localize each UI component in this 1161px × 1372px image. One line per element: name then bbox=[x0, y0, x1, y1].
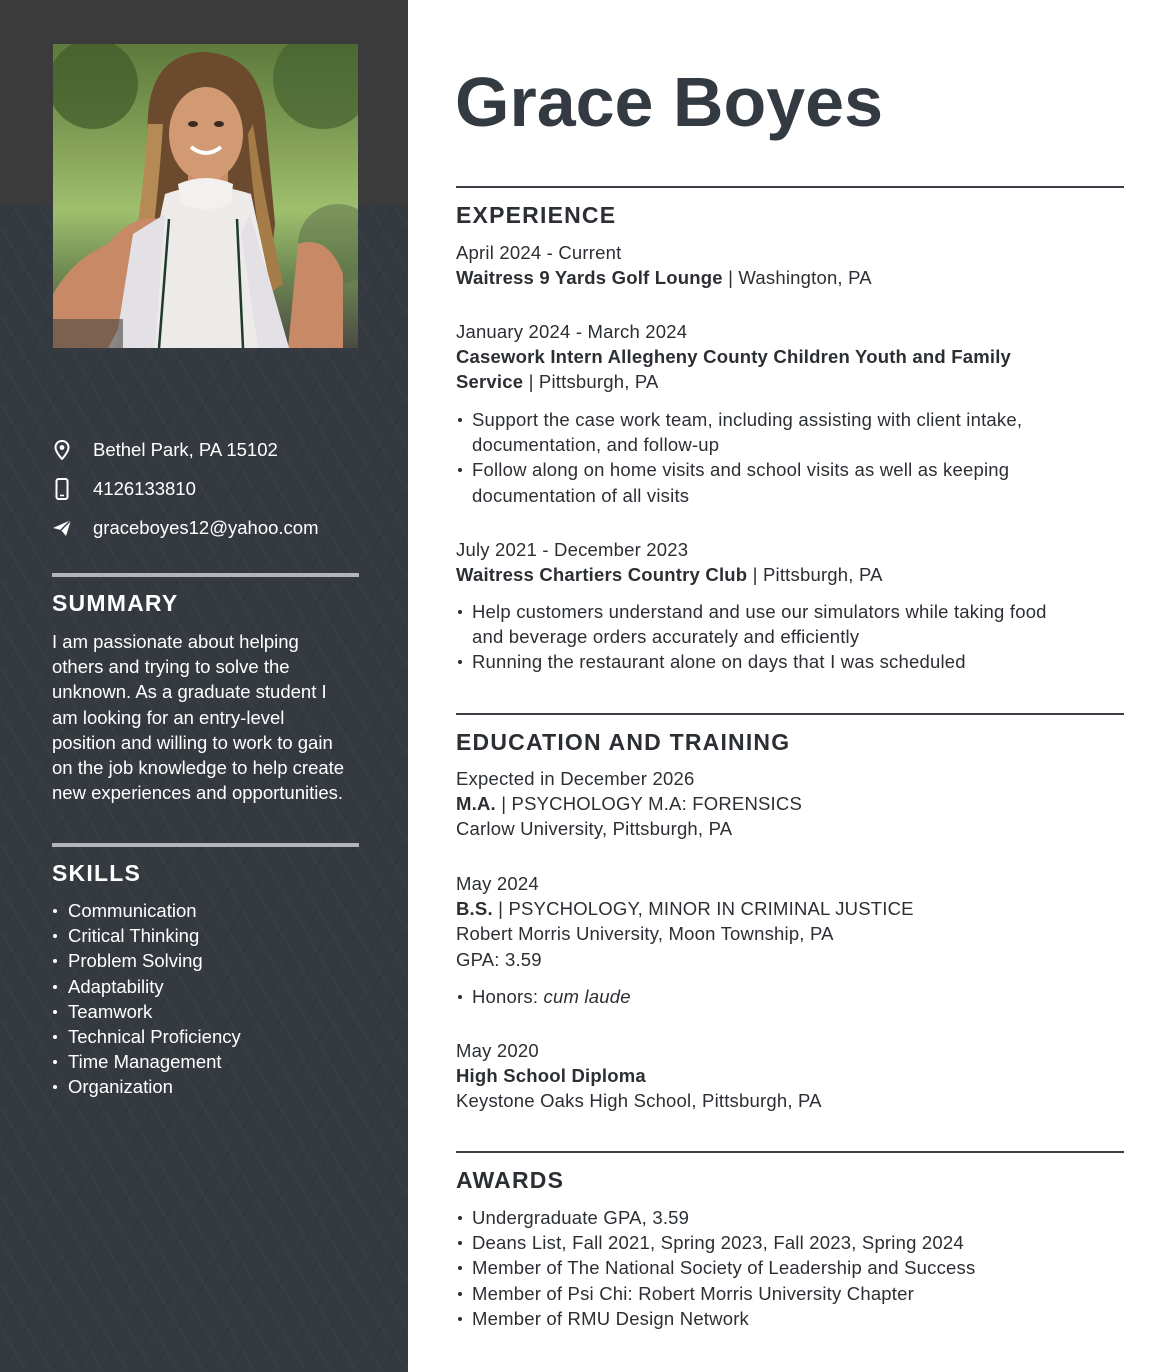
map-pin-icon bbox=[52, 439, 72, 461]
job-title: Waitress Chartiers Country Club bbox=[456, 564, 748, 586]
summary-text bbox=[52, 629, 364, 805]
contact-email bbox=[52, 508, 372, 547]
bullet-line: Support the case work team, including assisting with client intake, bbox=[472, 409, 1023, 430]
award-item: Deans List, Fall 2021, Spring 2023, Fall 2023, Spring 2024 bbox=[456, 1230, 1106, 1255]
education-degree-line bbox=[456, 896, 1116, 921]
education-entry bbox=[456, 871, 1116, 972]
award-item: Member of RMU Design Network bbox=[456, 1306, 1106, 1331]
job-dates: April 2024 - Current bbox=[456, 242, 622, 263]
education-date: May 2020 bbox=[456, 1040, 539, 1061]
summary-line: new experiences and opportunities. bbox=[52, 782, 344, 804]
degree: M.A. bbox=[456, 793, 496, 815]
phone-text: 4126133810 bbox=[93, 477, 196, 499]
summary-line: on the job knowledge to help create bbox=[52, 757, 345, 779]
bullet-line: documentation, and follow-up bbox=[472, 434, 720, 456]
job-title-line bbox=[456, 562, 1116, 587]
experience-heading: EXPERIENCE bbox=[456, 202, 617, 228]
skills-list bbox=[52, 898, 241, 1100]
job-title-line bbox=[456, 369, 1116, 394]
award-item: Member of Psi Chi: Robert Morris University Chapter bbox=[456, 1281, 1106, 1306]
job-location: | Washington, PA bbox=[722, 267, 872, 289]
summary-line: position and willing to work to gain bbox=[52, 731, 333, 753]
skill-item: Communication bbox=[52, 898, 241, 923]
summary-divider bbox=[52, 573, 359, 577]
awards-heading: AWARDS bbox=[456, 1167, 565, 1193]
job-bullets bbox=[456, 407, 1106, 508]
summary-line: others and trying to solve the bbox=[52, 656, 290, 678]
phone-icon bbox=[52, 478, 72, 500]
degree: High School Diploma bbox=[456, 1065, 646, 1087]
job-title: Service bbox=[456, 371, 524, 393]
summary-line: am looking for an entry-level bbox=[52, 706, 285, 728]
honors-list bbox=[456, 984, 1106, 1009]
job-entry bbox=[456, 537, 1116, 587]
school: Keystone Oaks High School, Pittsburgh, PA bbox=[456, 1090, 822, 1112]
job-bullet bbox=[456, 407, 1106, 457]
honors-item bbox=[456, 984, 1106, 1009]
honors-label: Honors: bbox=[472, 986, 544, 1007]
skill-item: Critical Thinking bbox=[52, 923, 241, 948]
paper-plane-icon bbox=[52, 517, 72, 539]
sidebar bbox=[0, 0, 408, 1372]
job-title-line bbox=[456, 344, 1116, 369]
education-divider bbox=[456, 713, 1124, 715]
skills-divider bbox=[52, 843, 359, 847]
profile-photo bbox=[53, 44, 358, 348]
education-degree-line bbox=[456, 1063, 1116, 1088]
contact-phone bbox=[52, 469, 372, 508]
job-bullet bbox=[456, 457, 1106, 507]
bullet-line: and beverage orders accurately and efficiently bbox=[472, 626, 860, 648]
contact-address bbox=[52, 430, 372, 469]
summary-heading: SUMMARY bbox=[52, 590, 179, 616]
education-entry bbox=[456, 766, 1116, 842]
bullet-line: Help customers understand and use our simulators while taking food bbox=[472, 601, 1047, 622]
degree-field: | PSYCHOLOGY M.A: FORENSICS bbox=[495, 793, 802, 815]
job-bullet bbox=[456, 599, 1106, 649]
contact-info bbox=[52, 430, 372, 547]
education-date: May 2024 bbox=[456, 873, 539, 894]
job-location: | Pittsburgh, PA bbox=[747, 564, 883, 586]
job-location: | Pittsburgh, PA bbox=[523, 371, 659, 393]
job-entry bbox=[456, 240, 1116, 290]
skill-item: Organization bbox=[52, 1074, 241, 1099]
awards-divider bbox=[456, 1151, 1124, 1153]
award-item: Undergraduate GPA, 3.59 bbox=[456, 1205, 1106, 1230]
awards-list bbox=[456, 1205, 1106, 1331]
bullet-line: Running the restaurant alone on days that I was scheduled bbox=[472, 651, 966, 673]
job-dates: January 2024 - March 2024 bbox=[456, 321, 688, 342]
job-title: Waitress 9 Yards Golf Lounge bbox=[456, 267, 723, 289]
bullet-line: documentation of all visits bbox=[472, 484, 690, 506]
job-bullet bbox=[456, 649, 1106, 674]
education-heading: EDUCATION AND TRAINING bbox=[456, 729, 791, 755]
skill-item: Adaptability bbox=[52, 974, 241, 999]
honors-value: cum laude bbox=[543, 986, 631, 1007]
job-dates: July 2021 - December 2023 bbox=[456, 539, 689, 560]
school: Carlow University, Pittsburgh, PA bbox=[456, 818, 733, 840]
degree-field: | PSYCHOLOGY, MINOR IN CRIMINAL JUSTICE bbox=[492, 898, 914, 920]
address-text: Bethel Park, PA 15102 bbox=[93, 438, 278, 460]
education-date: Expected in December 2026 bbox=[456, 768, 695, 789]
summary-line: unknown. As a graduate student I bbox=[52, 681, 327, 703]
skill-item: Technical Proficiency bbox=[52, 1024, 241, 1049]
skills-heading: SKILLS bbox=[52, 860, 141, 886]
education-entry bbox=[456, 1038, 1116, 1114]
job-title: Casework Intern Allegheny County Children Youth and Family bbox=[456, 346, 1012, 368]
job-entry bbox=[456, 319, 1116, 395]
skill-item: Problem Solving bbox=[52, 948, 241, 973]
experience-divider bbox=[456, 186, 1124, 188]
skill-item: Teamwork bbox=[52, 999, 241, 1024]
summary-line: I am passionate about helping bbox=[52, 631, 299, 652]
education-degree-line bbox=[456, 791, 1116, 816]
degree: B.S. bbox=[456, 898, 493, 920]
school: Robert Morris University, Moon Township, PA bbox=[456, 923, 834, 945]
skill-item: Time Management bbox=[52, 1049, 241, 1074]
bullet-line: Follow along on home visits and school visits as well as keeping bbox=[472, 459, 1010, 481]
candidate-name: Grace Boyes bbox=[455, 63, 884, 141]
job-bullets bbox=[456, 599, 1106, 675]
gpa: GPA: 3.59 bbox=[456, 948, 542, 970]
award-item: Member of The National Society of Leadership and Success bbox=[456, 1255, 1106, 1280]
email-link[interactable]: graceboyes12@yahoo.com bbox=[93, 516, 319, 538]
job-title-line bbox=[456, 265, 1116, 290]
